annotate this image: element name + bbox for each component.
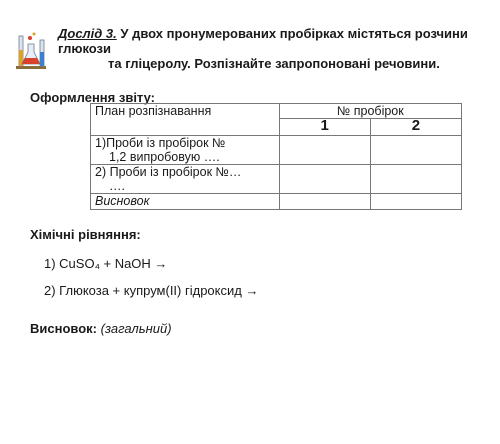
result-cell-2-1[interactable]: [279, 165, 370, 194]
final-conclusion: [30, 321, 172, 336]
table-header-row: [91, 104, 462, 119]
conclusion-row-label: Висновок: [91, 194, 280, 210]
result-cell-1-1[interactable]: [279, 136, 370, 165]
plan-header: План розпізнавання: [91, 104, 280, 136]
experiment-heading: [58, 26, 478, 71]
plan-step-2-line1: 2) Проби із пробірок №…: [95, 165, 242, 179]
plan-step-2-line2: ….: [109, 179, 125, 193]
result-cell-2-2[interactable]: [370, 165, 461, 194]
conclusion-cell-2[interactable]: [370, 194, 461, 210]
result-cell-1-2[interactable]: [370, 136, 461, 165]
lab-flasks-icon: [14, 30, 48, 70]
equation-2: 2) Глюкоза + купрум(ІІ) гідроксид →: [44, 283, 259, 298]
experiment-label: Дослід 3.: [58, 26, 117, 41]
final-conclusion-note: (загальний): [100, 321, 172, 336]
equations-label: Хімічні рівняння:: [30, 227, 141, 242]
heading-line1: У двох пронумерованих пробірках містяться розчини глюкози: [58, 26, 468, 56]
final-conclusion-label: Висновок:: [30, 321, 97, 336]
table-row: [91, 165, 462, 194]
tubes-header: № пробірок: [279, 104, 461, 119]
equation-1: 1) CuSO₄ + NaOH →: [44, 256, 168, 271]
plan-step-1: [91, 136, 280, 165]
tube-number-1: 1: [279, 119, 370, 136]
tube-number-2: 2: [370, 119, 461, 136]
conclusion-cell-1[interactable]: [279, 194, 370, 210]
heading-line2: та гліцеролу. Розпізнайте запропоновані речовини.: [108, 56, 440, 71]
plan-step-2: [91, 165, 280, 194]
report-label: Оформлення звіту:: [30, 90, 156, 105]
table-row: [91, 194, 462, 210]
report-table: [90, 103, 462, 210]
table-row: [91, 136, 462, 165]
plan-step-1-line2: 1,2 випробовую ….: [109, 150, 220, 164]
plan-step-1-line1: 1)Проби із пробірок №: [95, 136, 226, 150]
